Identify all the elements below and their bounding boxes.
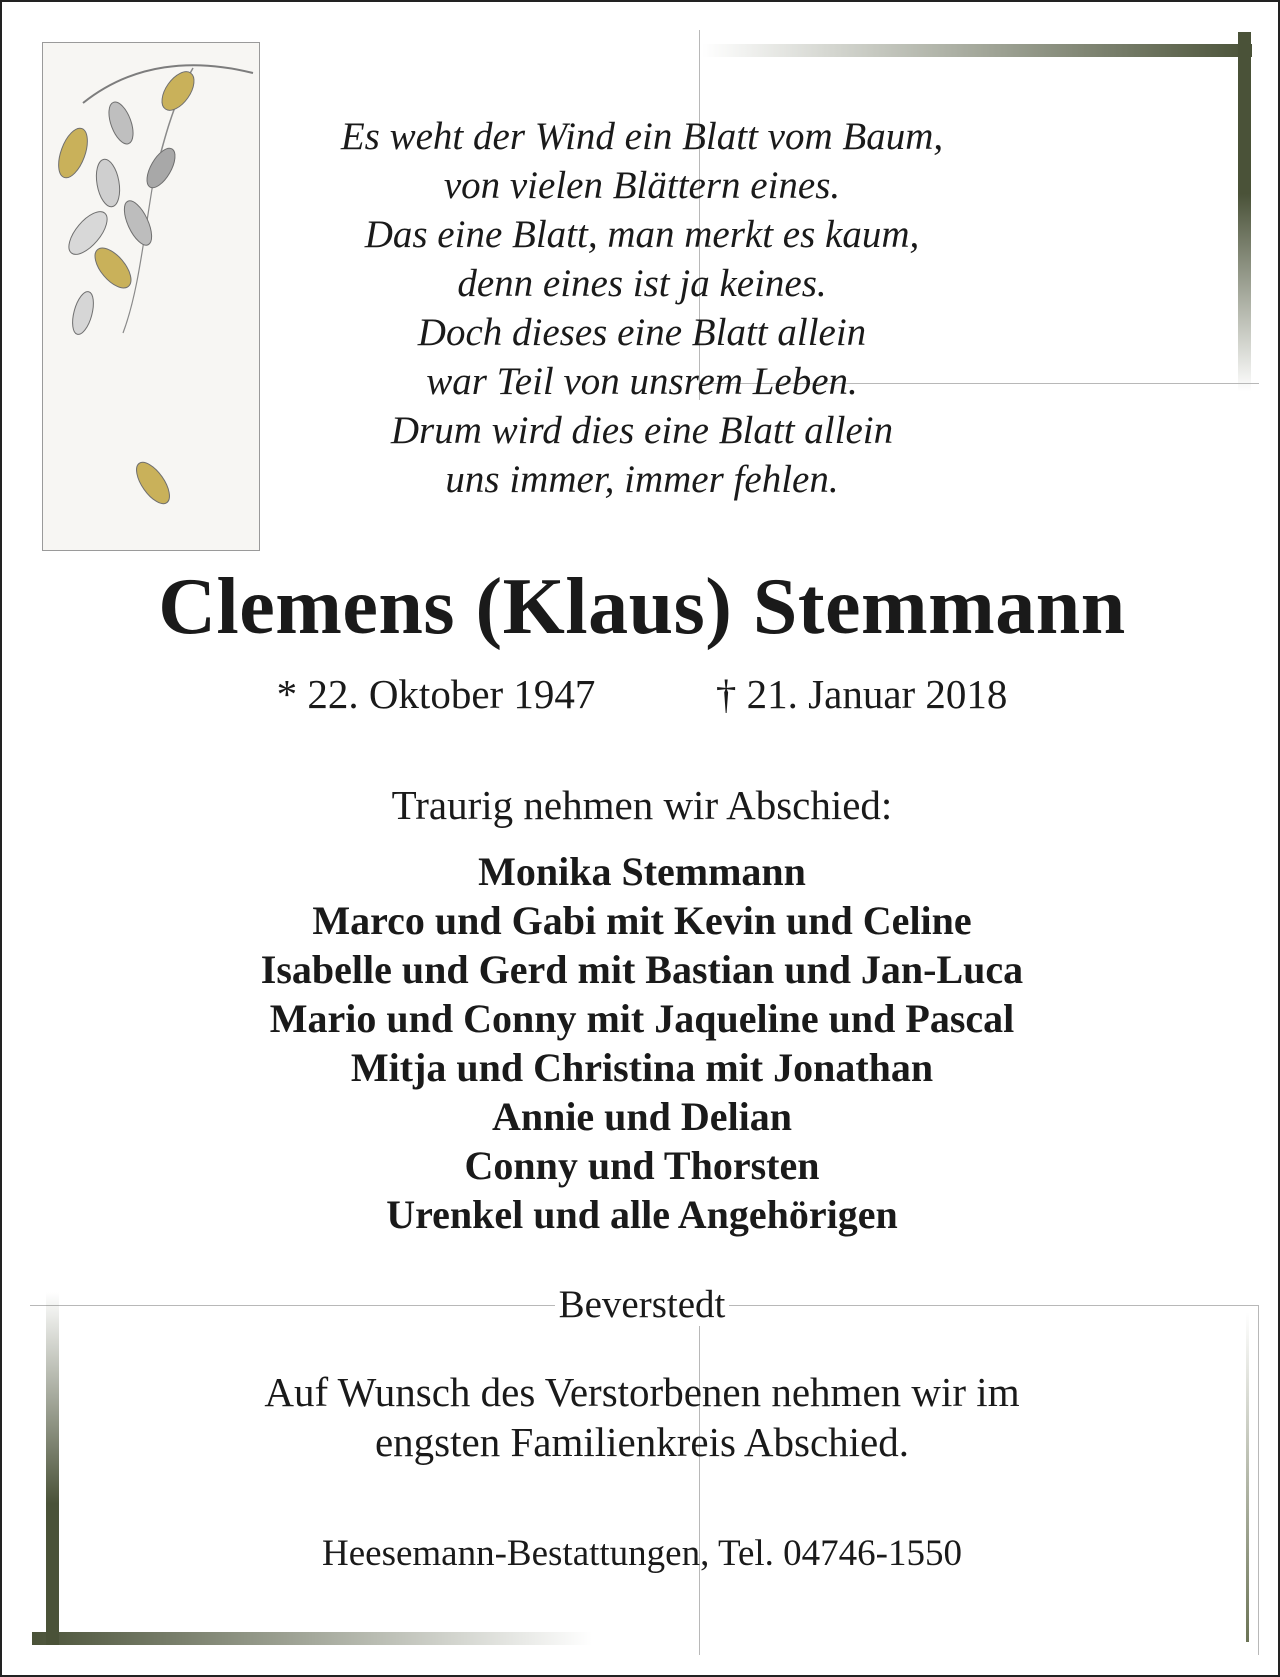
mourner-line: Mitja und Christina mit Jonathan [350, 1045, 934, 1090]
frame-line-bottom-right [1258, 1305, 1259, 1655]
frame-bar-top [702, 44, 1252, 57]
poem-line: Doch dieses eine Blatt allein [417, 311, 867, 354]
place-name: Beverstedt [555, 1283, 730, 1326]
frame-line-bottom-center [699, 1305, 700, 1655]
poem-line: uns immer, immer fehlen. [445, 458, 839, 501]
frame-shade-bottom-right [1246, 1312, 1249, 1642]
mourner-line: Annie und Delian [491, 1094, 793, 1139]
birth-date: 22. Oktober 1947 [307, 671, 596, 717]
funeral-home: Heesemann-Bestattungen, Tel. 04746-1550 [322, 1533, 962, 1574]
family-note [152, 1367, 1132, 1467]
death-cross-icon: † [715, 671, 737, 717]
mourner-line: Conny und Thorsten [464, 1143, 820, 1188]
poem-line: denn eines ist ja keines. [457, 262, 827, 305]
poem-line: Drum wird dies eine Blatt allein [390, 409, 894, 452]
mourner-line: Isabelle und Gerd mit Bastian und Jan-Luca [260, 947, 1024, 992]
mourner-line: Urenkel und alle Angehörigen [386, 1192, 898, 1237]
poem-line: Das eine Blatt, man merkt es kaum, [364, 213, 920, 256]
note-line: engsten Familienkreis Abschied. [374, 1419, 910, 1465]
frame-bar-left [46, 1292, 59, 1645]
poem-line: war Teil von unsrem Leben. [426, 360, 858, 403]
birth-symbol: * [276, 671, 298, 717]
life-dates [2, 669, 1280, 719]
mourner-line: Marco und Gabi mit Kevin und Celine [312, 898, 972, 943]
frame-bar-bottom [32, 1632, 592, 1645]
mourner-line: Monika Stemmann [478, 849, 806, 894]
place [2, 1280, 1280, 1330]
note-line: Auf Wunsch des Verstorbenen nehmen wir im [264, 1369, 1020, 1415]
farewell-intro: Traurig nehmen wir Abschied: [391, 782, 893, 828]
mourners-list [2, 847, 1280, 1239]
death-date: 21. Januar 2018 [746, 671, 1008, 717]
poem-line: von vielen Blättern eines. [443, 164, 841, 207]
deceased-name: Clemens (Klaus) Stemmann [158, 563, 1126, 651]
poem-line: Es weht der Wind ein Blatt vom Baum, [340, 115, 944, 158]
leaf-group [53, 66, 201, 509]
frame-bar-right [1238, 32, 1251, 392]
poem [192, 112, 1092, 504]
mourner-line: Mario und Conny mit Jaqueline und Pascal [269, 996, 1015, 1041]
